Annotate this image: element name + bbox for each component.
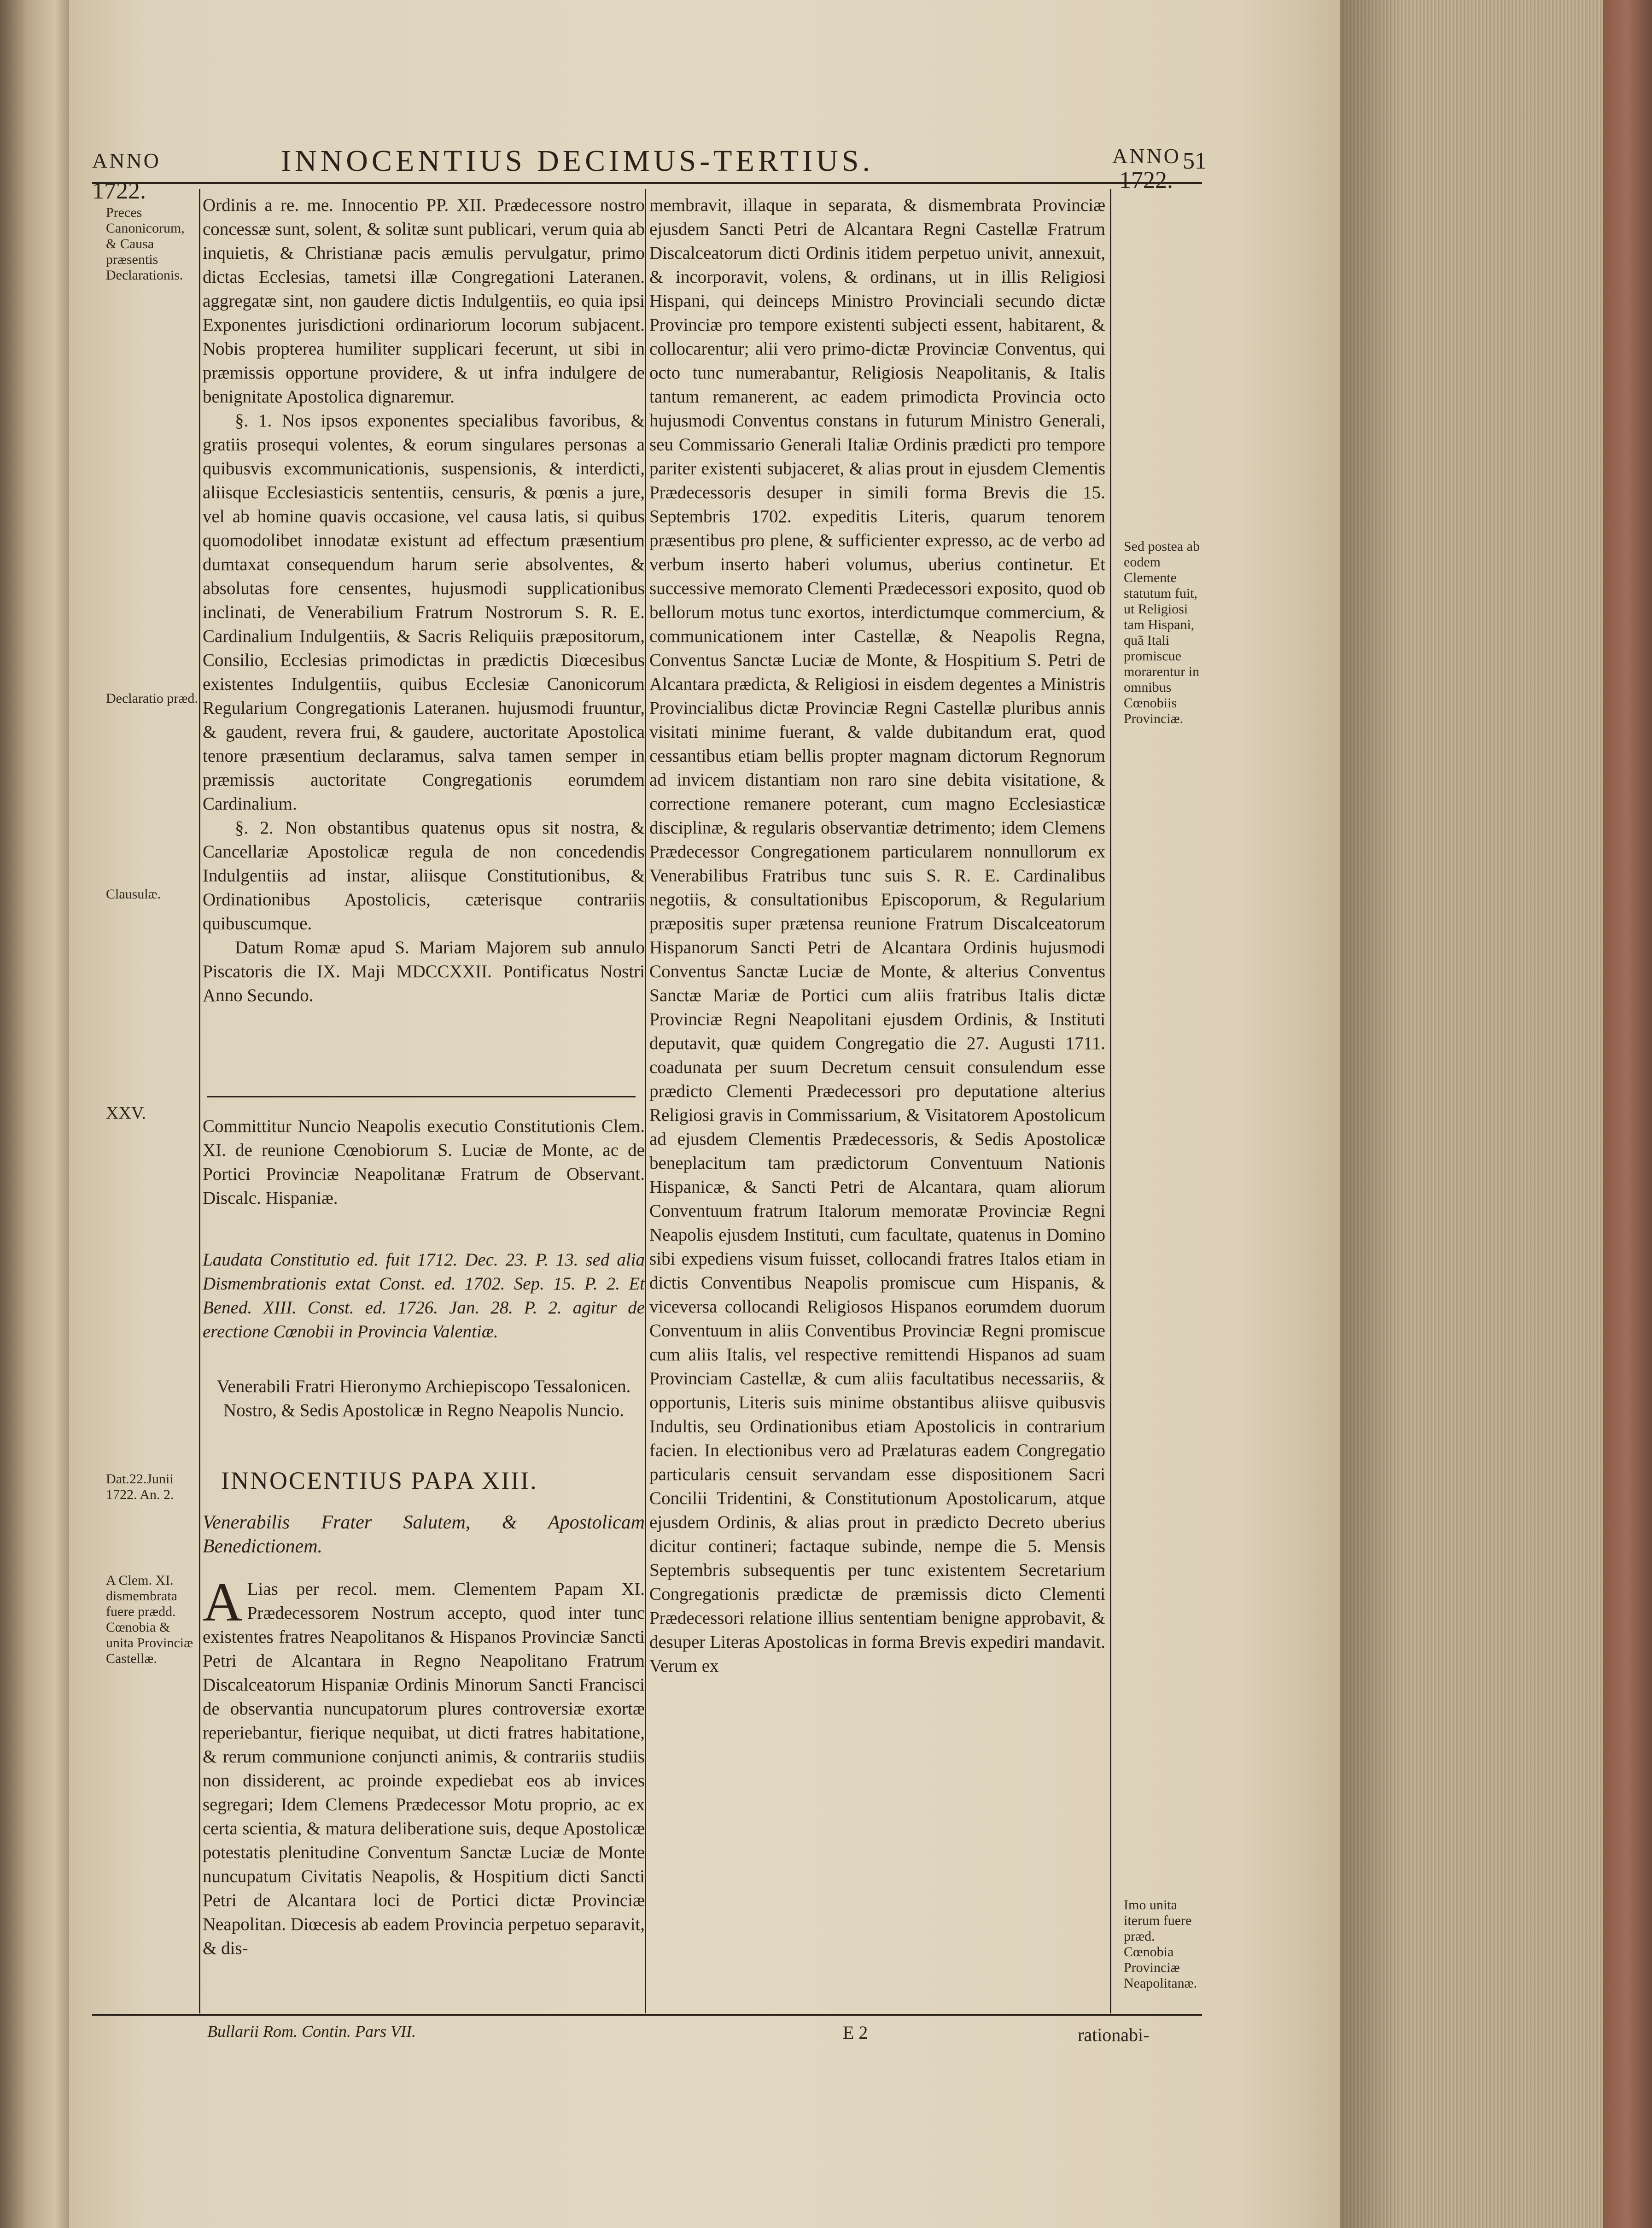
margin-note-clausulae: Clausulæ. xyxy=(106,887,161,902)
constitution-reference-note: Laudata Constitutio ed. fuit 1712. Dec. 23. P. 13. sed alia Dismembrationis extat Const. ed. 1702. Sep. 15. P. 2. Et Bened. XIII. Const. ed. 1726. Jan. 28. P. 2. agitur de erectione Cœnobii in Provincia Valentiæ. xyxy=(203,1250,645,1341)
paragraph-section-2: §. 2. Non obstantibus quatenus opus sit nostra, & Cancellariæ Apostolicæ regula de non concedendis Indulgentiis ad instar, aliisque Constitutionibus, & Ordinationibus Apostolicis, cæterisque contrariis quibuscumque. xyxy=(203,818,645,933)
previous-page-edge xyxy=(0,0,69,2228)
main-text-body: Lias per recol. mem. Clementem Papam XI. Prædecessorem Nostrum accepto, quod inter tunc existentes fratres Neapolitanos & Hispanos Provinciæ Sancti Petri de Alcantara in Regno Neapolitano Fratrum Discalceatorum Hispaniæ Ordinis Minorum Sancti Francisci de observantia nuncupatorum plures controversiæ exortæ reperiebantur, fierique nequibat, ut dicti fratres habitatione, & rerum communione conjuncti animis, & contrariis studiis non dissiderent, ac proinde expediebat eos ab invices segregari; Idem Clemens Prædecessor Motu proprio, ac ex certa scientia, & matura deliberatione suis, deque Apostolicæ potestatis plenitudine Conventum Sanctæ Luciæ de Monte nuncupatum Civitatis Neapolis, & Hospitium dicti Sancti Petri de Alcantara loci de Portici dictæ Provinciæ Neapolitan. Diœcesis ab eadem Provincia perpetuo separavit, & dis- xyxy=(203,1579,645,1958)
paragraph-section-1: §. 1. Nos ipsos exponentes specialibus favoribus, & gratiis prosequi volentes, & eorum singulares personas a quibusvis excommunicationis, suspensionis, & interdicti, aliisque Ecclesiasticis sententiis, censuris, & pœnis a jure, vel ab homine quavis occasione, vel causa latis, si quibus quomodolibet innodatæ existunt ad effectum præsentium dumtaxat consequendum harum serie absolventes, & absolutas fore censentes, hujusmodi supplicationibus inclinati, de Venerabilium Fratrum Nostrorum S. R. E. Cardinalium Indulgentiis, & Sacris Reliquiis præpositorum, Consilio, Ecclesias primodictas in prædictis Diœcesibus existentes Indulgentiis, quibus Ecclesiæ Canonicorum Regularium Congregationis Lateranen. hujusmodi fruuntur, & gaudent, revera frui, & gaudere, auctoritate Apostolica tenore præsentium declaramus, salva tamen semper in præmissis auctoritate Congregationis eorumdem Cardinalium. xyxy=(203,411,645,814)
constitution-summary: Committitur Nuncio Neapolis executio Constitutionis Clem. XI. de reunione Cœnobiorum S. Luciæ de Monte, ac de Portici Provinciæ Neapolitanæ Fratrum de Observant. Discalc. Hispaniæ. xyxy=(203,1116,645,1208)
margin-note-imo-unita: Imo unita iterum fuere præd. Cœnobia Provinciæ Neapolitanæ. xyxy=(1124,1897,1197,1991)
column-rule-left xyxy=(199,189,200,2013)
footer-book-title: Bullarii Rom. Contin. Pars VII. xyxy=(207,2022,416,2041)
margin-note-dismembrata: A Clem. XI. dismembrata fuere prædd. Cœnobia & unita Provinciæ Castellæ. xyxy=(106,1573,193,1666)
margin-note-date: Dat.22.Junii 1722. An. 2. xyxy=(106,1471,174,1502)
anno-right: ANNO xyxy=(1112,144,1181,168)
margin-note-preces: Preces Canonicorum, & Causa præsentis Declarationis. xyxy=(106,205,185,283)
margin-note-declaratio: Declaratio præd. xyxy=(106,691,198,706)
address-line: Venerabili Fratri Hieronymo Archiepiscopo Tessalonicen. Nostro, & Sedis Apostolicæ in Regno Neapolis Nuncio. xyxy=(216,1376,631,1420)
column-rule-middle xyxy=(645,189,646,2013)
column-right xyxy=(649,193,1105,1678)
running-title: INNOCENTIUS DECIMUS-TERTIUS. xyxy=(281,144,874,178)
page-number: 51 xyxy=(1183,148,1207,174)
paragraph-continuation: membravit, illaque in separata, & dismembrata Provinciæ ejusdem Sancti Petri de Alcantara Regni Castellæ Fratrum Discalceatorum dicti Ordinis itidem perpetuo univit, annexuit, & incorporavit, volens, & ordinans, ut in illis Religiosi Hispani, qui deinceps Ministro Provinciali secundo dictæ Provinciæ pro tempore existenti subjecti essent, habitarent, & collocarentur; alii vero primo-dictæ Provinciæ Conventus, qui octo tunc numerabantur, Religiosis Neapolitanis, & Italis tantum remanerent, ac eadem primodicta Provincia octo hujusmodi Conventus constans in futurum Ministro Generali, seu Commissario Generali Italiæ Ordinis prædicti pro tempore pariter existenti subjaceret, & alias prout in ejusdem Clementis Prædecessoris desuper in simili forma Brevis die 15. Septembris 1702. expeditis Literis, quarum tenorem præsentibus pro plene, & sufficienter expresso, ac de verbo ad verbum inserto haberi volumus, uberius continetur. Et successive memorato Clementi Prædecessori exposito, quod ob bellorum motus tunc exortos, interdictumque commercium, & communicationem inter Castellæ, & Neapolis Regna, Conventus Sanctæ Luciæ de Monte, & Hospitium S. Petri de Alcantara prædicta, & Religiosi in eisdem degentes a Ministris Provincialibus dictæ Provinciæ Regni Castellæ pluribus annis visitati minime fuerant, & valde dubitandum erat, quod cessantibus etiam bellis propter magnam dictorum Regnorum ad invicem distantiam non raro sine debita visitatione, & correctione remanere poterant, cum magno Ecclesiasticæ disciplinæ, & regularis observantiæ detrimento; idem Clemens Prædecessor Congregationem particularem nonnullorum ex Venerabilibus Fratribus tunc suis S. R. E. Cardinalibus negotiis, & consultationibus Episcoporum, & Regularium præpositis super prætensa reunione Fratrum Discalceatorum Hispanorum Sancti Petri de Alcantara Ordinis hujusmodi Conventus Sanctæ Luciæ de Monte, & alterius Conventus Sanctæ Mariæ de Portici cum aliis fratribus Italis dictæ Provinciæ Regni Neapolitani ejusdem Ordinis, & Instituti deputavit, quæ quidem Congregatio die 27. Augusti 1711. coadunata per suum Decretum censuit consulendum esse prædicto Clementi Prædecessori pro deputatione alterius Religiosi gravis in Commissarium, & Visitatorem Apostolicum ad ejusdem Clementis Prædecessoris, & Sedis Apostolicæ beneplacitum tam prædictorum Conventuum Nationis Hispanicæ, & Sancti Petri de Alcantara, quam aliorum Conventuum fratrum Italorum memoratæ Provinciæ Regni Neapolis ejusdem Instituti, cum facultate, quatenus in Domino sibi expediens visum fuisset, collocandi fratres Italos etiam in dictis Conventibus Neapolis promiscue cum Hispanis, & viceversa collocandi Religiosos Hispanos eorumdem duorum Conventuum in aliis Conventibus Provinciæ Regni promiscue cum aliis Italis, vel respective remittendi Hispanos ad suam Provinciam Castellæ, & cum aliis facultatibus necessariis, & opportunis, Literis suis minime obstantibus aliisve quibusvis Indultis, seu Ordinationibus etiam Apostolicis in contrarium facien. In electionibus vero ad Prælaturas eadem Congregatio particularis censuit servandam esse dispositionem Sacri Concilii Tridentini, & Constitutionum Apostolicarum, atque ejusdem Ordinis, & alias prout in prædicto Decreto uberius dicitur contineri; factaque subinde, nempe die 5. Mensis Septembris subsequentis per tunc existentem Secretarium Congregationis prædictæ de præmissis dicto Clementi Prædecessori relatione illius sententiam benigne approbavit, & desuper Literas Apostolicas in forma Brevis expediri mandavit. Verum ex xyxy=(649,195,1105,1676)
drop-cap: A xyxy=(203,1571,243,1633)
margin-note-sed-postea: Sed postea ab eodem Clemente statutum fuit, ut Religiosi tam Hispani, quã Itali promiscue morarentur in omnibus Cœnobiis Provinciæ. xyxy=(1124,539,1200,726)
margin-note-number: XXV. xyxy=(106,1103,146,1123)
year-left: 1722. xyxy=(92,178,146,204)
paragraph-main-text xyxy=(203,1571,645,1960)
pope-title: INNOCENTIUS PAPA XIII. xyxy=(221,1467,538,1494)
catchword: rationabi- xyxy=(1078,2024,1150,2045)
signature-mark: E 2 xyxy=(843,2022,868,2043)
paragraph-datum: Datum Romæ apud S. Mariam Majorem sub annulo Piscatoris die IX. Maji MDCCXXII. Pontificatus Nostri Anno Secundo. xyxy=(203,938,645,1005)
column-rule-right xyxy=(1110,189,1111,2013)
section-divider xyxy=(207,1096,636,1097)
salutation: Venerabilis Frater Salutem, & Apostolicam Benedictionem. xyxy=(203,1512,645,1557)
running-header xyxy=(92,144,1207,176)
year-right: 1722. xyxy=(1119,167,1173,193)
anno-left: ANNO xyxy=(92,149,161,172)
paragraph-preamble: Ordinis a re. me. Innocentio PP. XII. Prædecessore nostro concessæ sunt, solent, & solitæ sunt publicari, verum quia ab inquietis, & Christianæ pacis æmulis pervulgatur, primo dictas Ecclesias, tametsi illæ Congregationi Lateranen. aggregatæ sint, non gaudere dictis Indulgentiis, eo quia ipsi Exponentes jurisdictioni ordinariorum locorum subjacent. Nobis propterea humiliter supplicari fecerunt, ut sibi in præmissis opportune providere, & ut infra indulgere de benignitate Apostolica dignaremur. xyxy=(203,195,645,407)
book-cover-edge xyxy=(1603,0,1652,2228)
column-left xyxy=(203,193,645,1008)
